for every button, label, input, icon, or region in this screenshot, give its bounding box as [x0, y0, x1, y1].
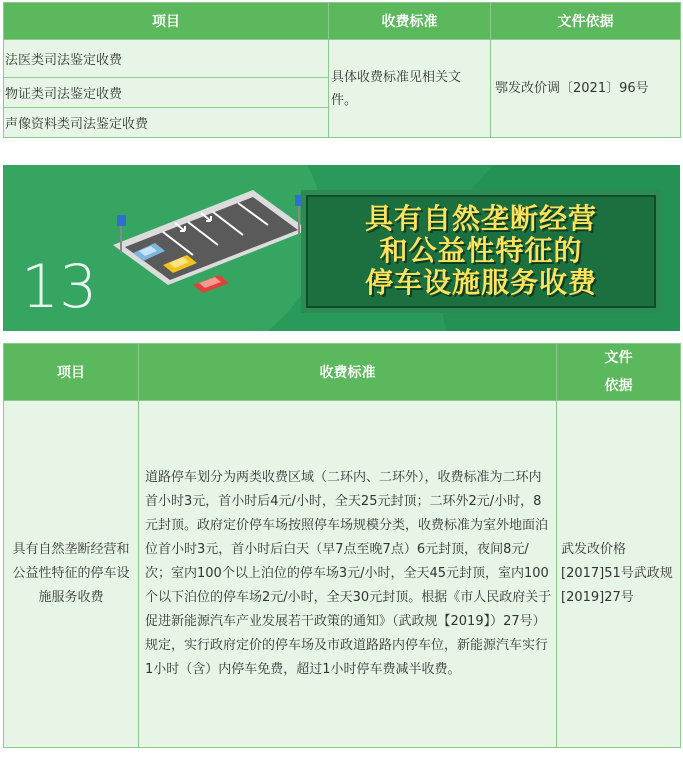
fee-standard-cell: 具体收费标准见相关文件。: [329, 40, 491, 138]
row-item-forensic: 法医类司法鉴定收费: [4, 40, 329, 78]
header-basis: [557, 344, 681, 401]
fee-standard-cell: 道路停车划分为两类收费区域（二环内、二环外），收费标准为二环内首小时3元，首小时后4元/小时，全天25元封顶；二环外2元/小时，8元封顶。政府定价停车场按照停车场规模分类，收费标准为室外地面泊位首小时3元，首小时后白天（早7点至晚7点）6元封顶，夜间8元/次；室内100个以上泊位的停车场3元/小时，全天45元封顶，室内100个以下泊位的停车场2元/小时，全天30元封顶。根据《市人民政府关于促进新能源汽车产业发展若干政策的通知》（武政规【2019】）27号）规定，实行政府定价的停车场及市政道路路内停车位，新能源汽车实行1小时（含）内停车免费，超过1小时停车费减半收费。: [139, 401, 557, 748]
header-basis-line: 文件: [604, 350, 633, 366]
banner-title-line: 停车设施服务收费: [364, 266, 597, 299]
banner-number: 13: [21, 252, 98, 322]
parking-lot-illustration: [103, 175, 313, 325]
table-row: [4, 40, 681, 78]
header-standard: 收费标准: [329, 3, 491, 40]
row-item-physical-evidence: 物证类司法鉴定收费: [4, 78, 329, 108]
header-basis-line: 依据: [604, 378, 633, 394]
fee-table-parking: [3, 343, 681, 748]
car-icon: [193, 275, 229, 293]
table-row: [4, 401, 681, 748]
header-item: 项目: [4, 3, 329, 40]
banner-title-sign: [306, 195, 656, 308]
header-item: 项目: [4, 344, 139, 401]
file-basis-cell: 鄂发改价调〔2021〕96号: [491, 40, 681, 138]
row-item-audio-video: 声像资料类司法鉴定收费: [4, 108, 329, 138]
row-item-parking: 具有自然垄断经营和公益性特征的停车设施服务收费: [4, 401, 139, 748]
table-header-row: [4, 344, 681, 401]
banner-title-line: 具有自然垄断经营: [364, 202, 597, 235]
banner-title-line: 和公益性特征的: [379, 234, 583, 267]
table-header-row: [4, 3, 681, 40]
header-standard: 收费标准: [139, 344, 557, 401]
header-basis: 文件依据: [491, 3, 681, 40]
banner-title: [308, 203, 654, 299]
parking-banner: [3, 165, 680, 331]
fee-table-judicial: [3, 2, 681, 138]
file-basis-cell: 武发改价格[2017]51号武政规[2019]27号: [557, 401, 681, 748]
